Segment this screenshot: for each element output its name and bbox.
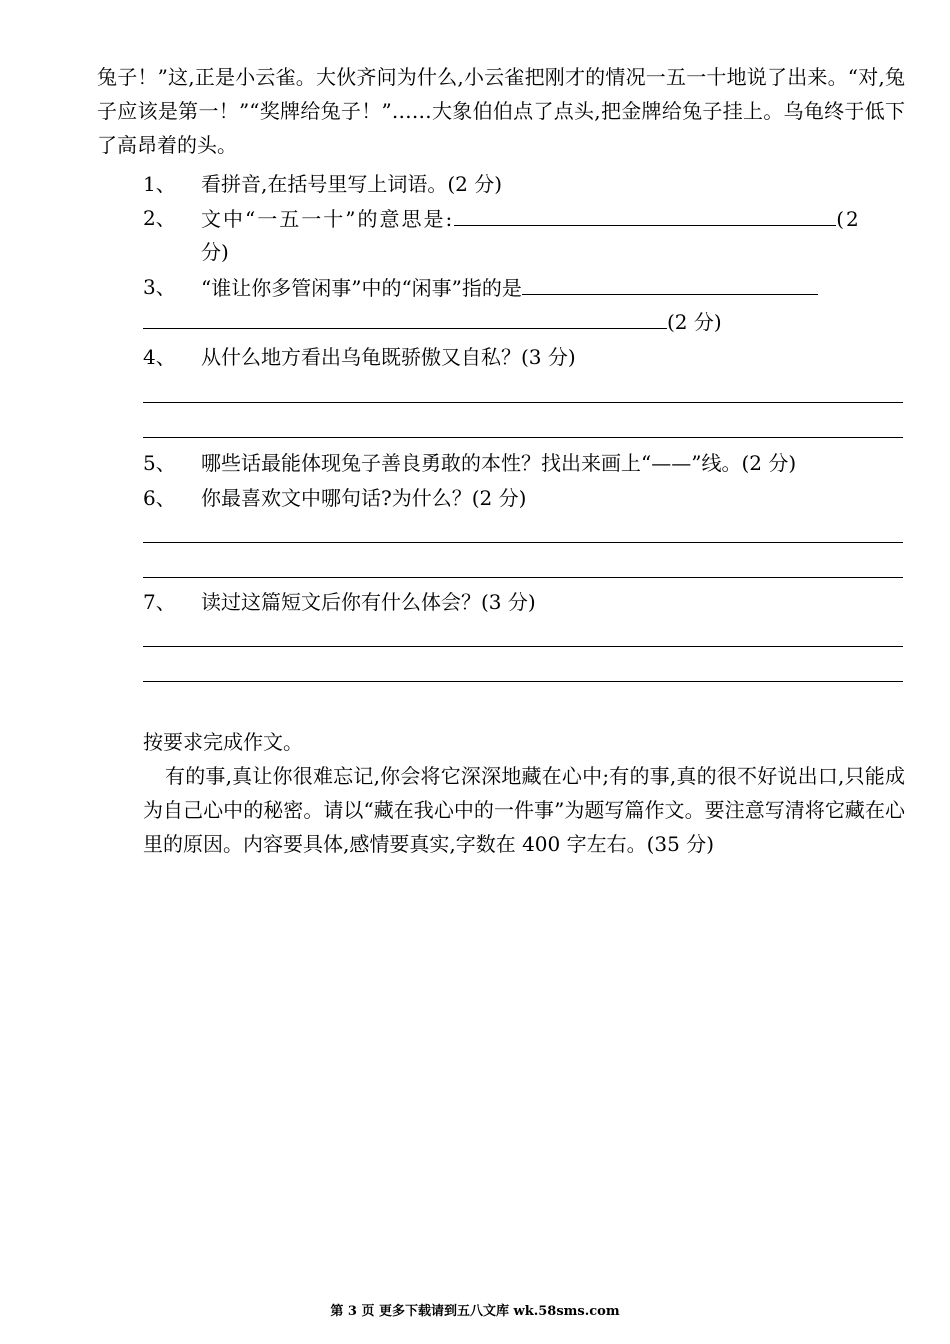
question-7 [143, 585, 905, 619]
question-text [201, 201, 905, 236]
question-number: 3、 [143, 275, 176, 299]
question-6 [143, 481, 905, 515]
question-1 [143, 167, 905, 201]
question-number: 2、 [143, 206, 176, 230]
passage-ending: 兔子！”这,正是小云雀。大伙齐问为什么,小云雀把刚才的情况一五一十地说了出来。“对,兔子应该是第一！”“奖牌给兔子！”……大象伯伯点了点头,把金牌给兔子挂上。乌龟终于低下了高昂着的头。 [97, 65, 905, 157]
question-score: (2 [836, 207, 861, 231]
question-4 [143, 340, 905, 374]
question-score: (2 分) [667, 310, 722, 334]
question-text [201, 270, 905, 305]
question-5 [143, 446, 905, 480]
essay-heading: 按要求完成作文。 [143, 730, 303, 754]
question-number: 6、 [143, 486, 176, 510]
question-3 [143, 270, 905, 338]
question-text: 读过这篇短文后你有什么体会？(3 分) [201, 590, 536, 614]
question-text: 你最喜欢文中哪句话?为什么？(2 分) [201, 486, 527, 510]
question-text: 从什么地方看出乌龟既骄傲又自私？(3 分) [201, 345, 576, 369]
question-text-before: 文中“一五一十”的意思是: [201, 207, 455, 231]
answer-line[interactable] [143, 577, 903, 578]
answer-line[interactable] [143, 646, 903, 647]
answer-line[interactable] [143, 681, 903, 682]
answer-blank[interactable] [143, 304, 667, 329]
answer-blank[interactable] [522, 270, 818, 295]
question-text: 看拼音,在括号里写上词语。(2 分) [201, 172, 503, 196]
answer-blank[interactable] [454, 201, 836, 226]
question-number: 7、 [143, 590, 176, 614]
answer-line[interactable] [143, 402, 903, 403]
answer-line[interactable] [143, 542, 903, 543]
question-number: 1、 [143, 172, 176, 196]
question-score-cont: 分) [201, 240, 229, 264]
question-number: 5、 [143, 451, 176, 475]
answer-line[interactable] [143, 437, 903, 438]
essay-prompt: 有的事,真让你很难忘记,你会将它深深地藏在心中;有的事,真的很不好说出口,只能成为自己心中的秘密。请以“藏在我心中的一件事”为题写篇作文。要注意写清将它藏在心里的原因。内容要具体,感情要真实,字数在 400 字左右。(35 分) [143, 764, 905, 856]
question-number: 4、 [143, 345, 176, 369]
question-2 [143, 201, 905, 269]
question-text: 哪些话最能体现兔子善良勇敢的本性？找出来画上“——”线。(2 分) [201, 451, 797, 475]
page-footer: 第 3 页 更多下载请到五八文库 wk.58sms.com [330, 1304, 620, 1319]
question-line2 [143, 304, 722, 339]
question-text-before: “谁让你多管闲事”中的“闲事”指的是 [201, 276, 522, 300]
